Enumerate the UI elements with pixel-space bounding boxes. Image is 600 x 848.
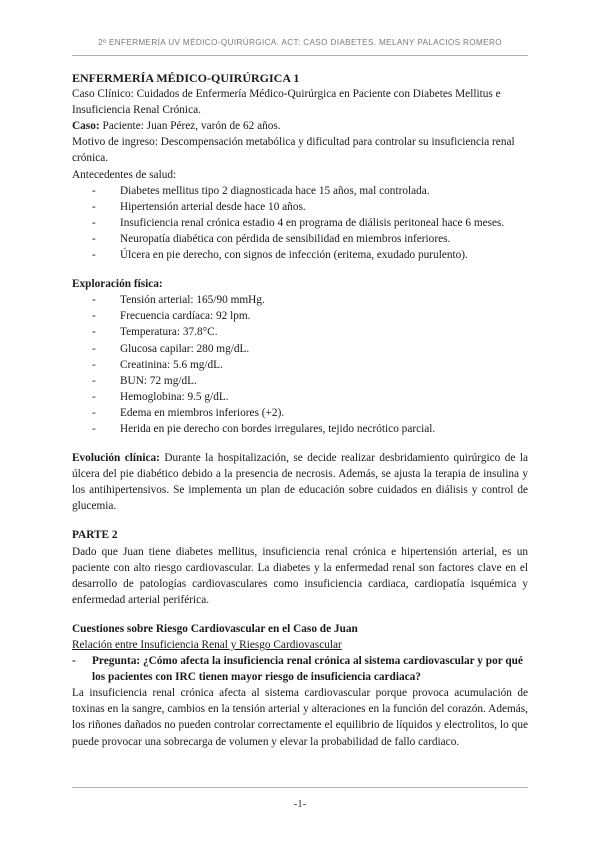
case-line (72, 118, 528, 134)
document-body (72, 70, 528, 750)
case-label: Caso: (72, 120, 100, 133)
list-item: - Neuropatía diabética con pérdida de sensibilidad en miembros inferiores. (72, 231, 528, 247)
list-item: - Glucosa capilar: 280 mg/dL. (72, 341, 528, 357)
list-item: - Frecuencia cardíaca: 92 lpm. (72, 308, 528, 324)
evolution-paragraph (72, 450, 528, 514)
list-item: - Hipertensión arterial desde hace 10 años. (72, 199, 528, 215)
history-label: Antecedentes de salud: (72, 168, 177, 181)
evolution-text: Durante la hospitalización, se decide realizar desbridamiento quirúrgico de la úlcera del pie diabético debido a la presencia de necrosis. Además, se ajusta la terapia de insulina y los antihipertensivos. Se implementa un plan de educación sobre cuidados en diálisis y control de glucemia. (72, 452, 528, 513)
questions-title: Cuestiones sobre Riesgo Cardiovascular en el Caso de Juan (72, 622, 358, 635)
list-item: - Úlcera en pie derecho, con signos de infección (eritema, exudado purulento). (72, 247, 528, 263)
question-text: ¿Cómo afecta la insuficiencia renal crónica al sistema cardiovascular y por qué los pacientes con IRC tienen mayor riesgo de insuficiencia cardiaca? (92, 655, 523, 684)
list-item: - Temperatura: 37.8°C. (72, 324, 528, 340)
list-item: - Herida en pie derecho con bordes irregulares, tejido necrótico parcial. (72, 421, 528, 437)
list-item: - Diabetes mellitus tipo 2 diagnosticada hace 15 años, mal controlada. (72, 183, 528, 199)
history-list (72, 183, 528, 263)
list-item: - BUN: 72 mg/dL. (72, 373, 528, 389)
footer-divider (72, 787, 528, 788)
exam-list (72, 292, 528, 437)
question-label: Pregunta: (92, 655, 141, 668)
answer-paragraph: La insuficiencia renal crónica afecta al sistema cardiovascular porque provoca acumulación de toxinas en la sangre, cambios en la tensión arterial y alteraciones en la función del corazón. Además, los riñones dañados no pueden controlar correctamente el equilibrio de líquidos y electrolitos, lo que puede provocar una sobrecarga de volumen y elevar la probabilidad de fallo cardiaco. (72, 687, 528, 748)
admission-reason: Motivo de ingreso: Descompensación metabólica y dificultad para controlar su insuficiencia renal crónica. (72, 136, 515, 165)
evolution-label: Evolución clínica: (72, 452, 160, 465)
part2-title: PARTE 2 (72, 529, 118, 542)
document-title: ENFERMERÍA MÉDICO-QUIRÚRGICA 1 (72, 71, 300, 85)
relation-subtitle: Relación entre Insuficiencia Renal y Riesgo Cardiovascular (72, 639, 342, 651)
question-dash: - (72, 655, 76, 668)
list-item: - Insuficiencia renal crónica estadio 4 en programa de diálisis peritoneal hace 6 meses. (72, 215, 528, 231)
list-item: - Tensión arterial: 165/90 mmHg. (72, 292, 528, 308)
clinical-case-title: Caso Clínico: Cuidados de Enfermería Médico-Quirúrgica en Paciente con Diabetes Mellitus e Insuficiencia Renal Crónica. (72, 88, 501, 117)
list-item: - Creatinina: 5.6 mg/dL. (72, 357, 528, 373)
exam-label: Exploración física: (72, 278, 163, 291)
header-divider (72, 55, 528, 56)
question-item (72, 653, 528, 685)
list-item: - Edema en miembros inferiores (+2). (72, 405, 528, 421)
question-text-block (92, 653, 528, 685)
case-text: Paciente: Juan Pérez, varón de 62 años. (99, 120, 281, 133)
running-header: 2º ENFERMERÍA UV MÉDICO-QUIRÚRGICA. ACT: CASO DIABETES. MELANY PALACIOS ROMERO (98, 38, 502, 47)
part2-paragraph: Dado que Juan tiene diabetes mellitus, insuficiencia renal crónica e hipertensión arterial, es un paciente con alto riesgo cardiovascular. La diabetes y la enfermedad renal son factores clave en el desarrollo de patologías cardiovasculares como insuficiencia cardiaca, cardiopatía isquémica y enfermedad arterial periférica. (72, 545, 528, 606)
list-item: - Hemoglobina: 9.5 g/dL. (72, 389, 528, 405)
page-number: -1- (293, 798, 307, 810)
